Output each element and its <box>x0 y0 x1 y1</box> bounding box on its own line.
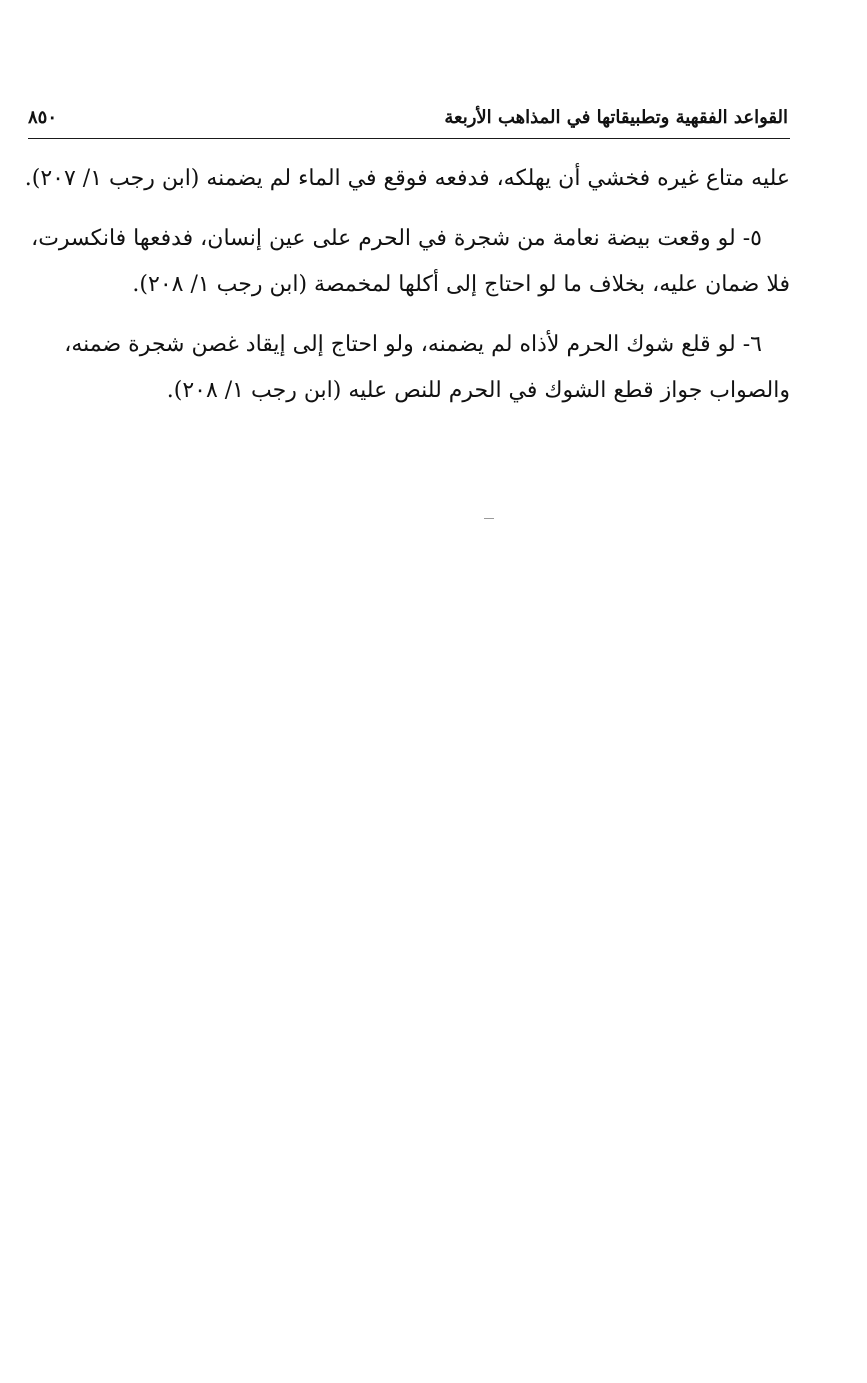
paragraph-item-5 <box>28 216 790 308</box>
text-line: عليه متاع غيره فخشي أن يهلكه، فدفعه فوقع في الماء لم يضمنه (ابن رجب ١/ ٢٠٧). <box>24 166 790 191</box>
page-number: ٨٥٠ <box>28 107 58 128</box>
header-divider <box>28 138 790 139</box>
text-line: ٦- لو قلع شوك الحرم لأذاه لم يضمنه، ولو احتاج إلى إيقاد غصن شجرة ضمنه، <box>64 332 762 357</box>
paragraph-continuation <box>24 156 790 202</box>
text-line: ٥- لو وقعت بيضة نعامة من شجرة في الحرم على عين إنسان، فدفعها فانكسرت، <box>31 226 762 251</box>
paragraph-item-6 <box>28 322 790 414</box>
text-line: والصواب جواز قطع الشوك في الحرم للنص عليه (ابن رجب ١/ ٢٠٨). <box>166 378 790 403</box>
page-body <box>24 156 790 428</box>
text-line: فلا ضمان عليه، بخلاف ما لو احتاج إلى أكلها لمخمصة (ابن رجب ١/ ٢٠٨). <box>132 272 790 297</box>
book-title: القواعد الفقهية وتطبيقاتها في المذاهب الأربعة <box>444 107 788 128</box>
running-header <box>28 104 788 134</box>
scan-mark <box>484 518 494 519</box>
